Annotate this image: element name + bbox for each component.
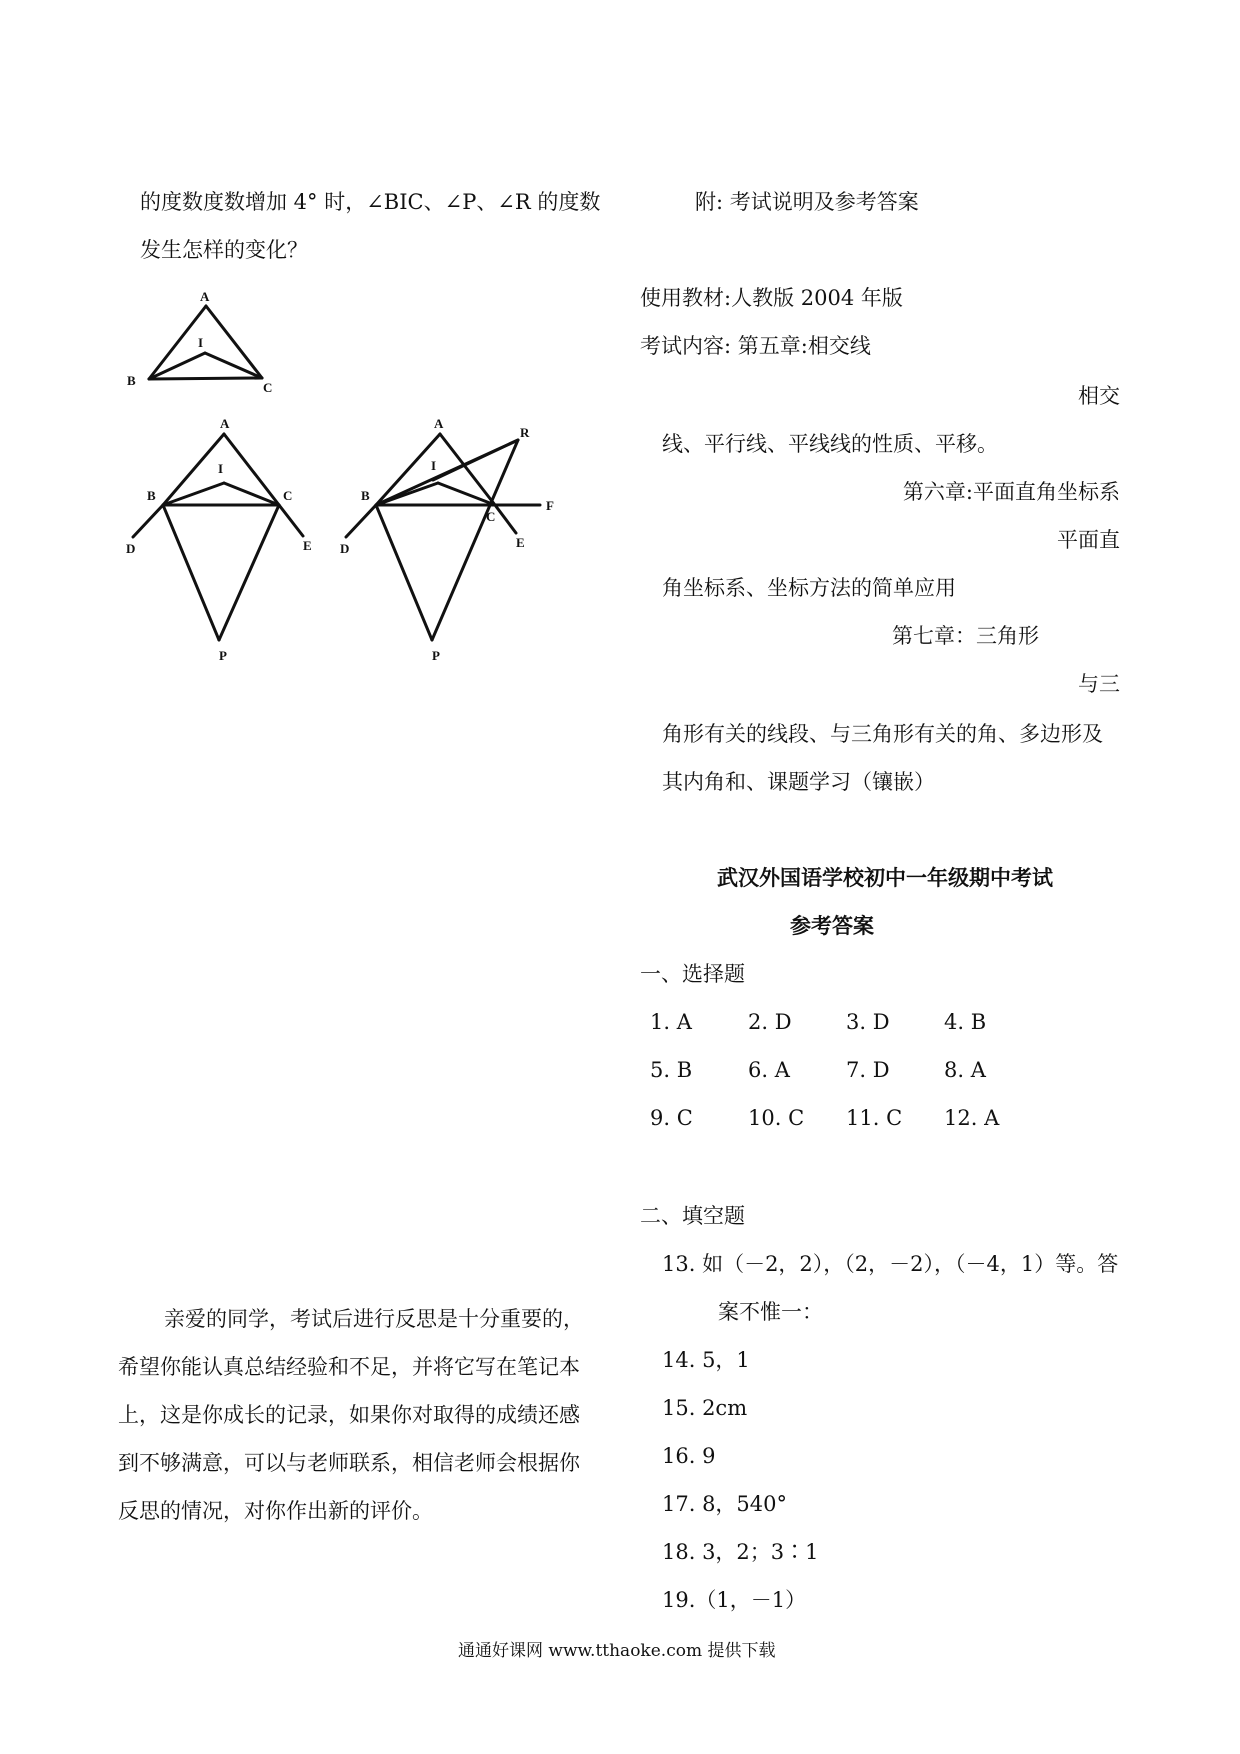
choice-answer: 3. D: [846, 1010, 890, 1034]
fig1-label-a: A: [200, 289, 210, 304]
fig2-label-d: D: [126, 541, 136, 556]
fill-answer: 19.（1，－1）: [662, 1588, 807, 1612]
choice-answer: 2. D: [748, 1010, 792, 1034]
fill-answer: 15. 2cm: [662, 1396, 748, 1420]
question-line-1: 的度数度数增加 4° 时，∠BIC、∠P、∠R 的度数: [140, 190, 601, 214]
fig1-label-c: C: [263, 380, 273, 395]
fig3-label-f: F: [546, 498, 554, 513]
reflection-line-3: 上，这是你成长的记录，如果你对取得的成绩还感: [118, 1403, 580, 1427]
fig2-label-i: I: [218, 461, 224, 476]
fill-answer: 18. 3，2；3∶1: [662, 1540, 819, 1564]
ch7-title: 第七章：三角形: [892, 624, 1039, 648]
appendix-title: 附: 考试说明及参考答案: [695, 190, 919, 214]
fill-answer: 17. 8，540°: [662, 1492, 788, 1516]
fig3-label-a: A: [434, 416, 444, 431]
ch5-line-a: 相交: [1078, 384, 1120, 408]
choice-answer: 10. C: [748, 1106, 805, 1130]
reflection-line-4: 到不够满意，可以与老师联系，相信老师会根据你: [118, 1451, 580, 1475]
choice-answer: 9. C: [650, 1106, 693, 1130]
fill-answer: 14. 5，1: [662, 1348, 750, 1372]
fig2-label-c: C: [283, 488, 293, 503]
ch7-line-c: 其内角和、课题学习（镶嵌）: [662, 770, 935, 794]
answers-subtitle: 参考答案: [790, 913, 874, 938]
fill-answer-13b: 案不惟一：: [718, 1300, 823, 1324]
choice-answer: 7. D: [846, 1058, 890, 1082]
choice-answer: 4. B: [944, 1010, 987, 1034]
fig3-label-i: I: [431, 458, 437, 473]
geometry-figures: [0, 0, 620, 700]
ch7-line-a: 与三: [1078, 672, 1120, 696]
question-line-2: 发生怎样的变化？: [140, 238, 308, 262]
ch7-line-b: 角形有关的线段、与三角形有关的角、多边形及: [662, 722, 1103, 746]
fig2-label-b: B: [147, 488, 156, 503]
fig3-label-d: D: [340, 541, 350, 556]
reflection-line-2: 希望你能认真总结经验和不足，并将它写在笔记本: [118, 1355, 580, 1379]
choice-answer: 12. A: [944, 1106, 1000, 1130]
textbook-line: 使用教材:人教版 2004 年版: [640, 286, 903, 310]
reflection-line-5: 反思的情况，对你作出新的评价。: [118, 1499, 433, 1523]
figure-3-triangle: [340, 416, 554, 663]
page-footer: 通通好课网 www.tthaoke.com 提供下载: [458, 1641, 776, 1661]
reflection-line-1: 亲爱的同学，考试后进行反思是十分重要的，: [164, 1307, 584, 1331]
fig3-label-r: R: [520, 425, 530, 440]
fig2-label-e: E: [303, 538, 312, 553]
ch5-line-b: 线、平行线、平线线的性质、平移。: [662, 432, 998, 456]
fill-answer-13a: 13. 如（－2，2），（2，－2），（－4，1）等。答: [662, 1252, 1119, 1276]
choice-answer: 6. A: [748, 1058, 790, 1082]
ch6-line-b: 角坐标系、坐标方法的简单应用: [662, 576, 956, 600]
fill-answer: 16. 9: [662, 1444, 716, 1468]
fig2-label-a: A: [220, 416, 230, 431]
choice-answer: 1. A: [650, 1010, 692, 1034]
fig3-label-e: E: [516, 535, 525, 550]
fig3-label-c: C: [486, 509, 496, 524]
fig3-label-b: B: [361, 488, 370, 503]
fig2-label-p: P: [219, 648, 227, 663]
section-choice-heading: 一、选择题: [640, 962, 745, 986]
figure-2-triangle: [126, 416, 312, 663]
choice-answer: 8. A: [944, 1058, 986, 1082]
content-label: 考试内容: 第五章:相交线: [640, 334, 871, 358]
fig1-label-b: B: [127, 373, 136, 388]
choice-answer: 11. C: [846, 1106, 903, 1130]
figure-1-triangle: [127, 289, 272, 395]
choice-answer: 5. B: [650, 1058, 693, 1082]
fig3-label-p: P: [432, 648, 440, 663]
ch6-line-a: 平面直: [1057, 528, 1120, 552]
ch6-title: 第六章:平面直角坐标系: [902, 480, 1120, 504]
section-fill-heading: 二、填空题: [640, 1204, 745, 1228]
school-exam-title: 武汉外国语学校初中一年级期中考试: [717, 865, 1053, 890]
fig1-label-i: I: [198, 335, 204, 350]
